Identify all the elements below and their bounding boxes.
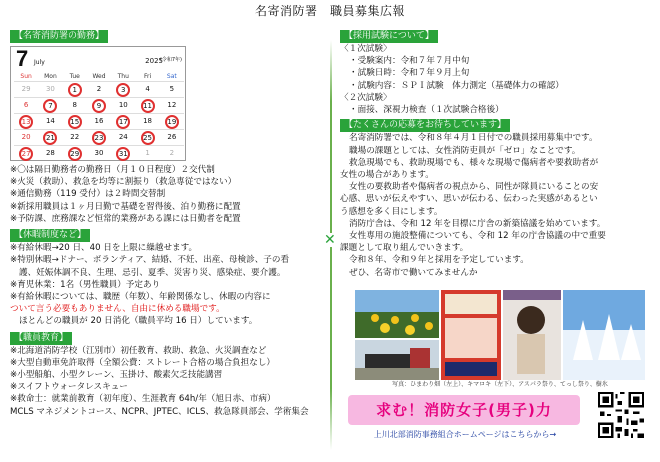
section-header-education: 【職員教育】	[10, 332, 72, 345]
work-note: ※新採用職員は１ヶ月日勤で基礎を習得後、泊り勤務に配置	[10, 201, 241, 212]
calendar-weekday-label: Thu	[117, 73, 129, 81]
leave-note-highlight: ついて言う必要もありません、自由に休める職場です。	[10, 304, 225, 315]
asparagus-festival-photo	[441, 290, 501, 380]
appeal-line: 女性専用の施設整備についても、令和 12 年の庁舎協議の中で重要	[349, 230, 606, 241]
education-note: ※北海道消防学校（江別市）初任教育、救助、救急、火災調査など	[10, 345, 267, 356]
exam-note: 〈２次試験〉	[340, 92, 392, 103]
leave-note: ※有給休暇→20 日、40 日を上限に繰越せます。	[10, 243, 198, 254]
calendar-day: 8	[63, 97, 87, 113]
calendar-weekday-label: Sun	[20, 73, 32, 81]
education-notes	[10, 345, 322, 418]
appeal-line: 令和８年、令和９年と採用を予定しています。	[349, 255, 529, 266]
calendar-day: 4	[135, 81, 159, 97]
education-note: MCLS マネジメントコース、NCPR、JPTEC、ICLS、救急隊員部会、学術集会	[10, 406, 309, 417]
left-column	[10, 30, 322, 418]
calendar-day: 5	[160, 81, 184, 97]
work-note: ※火災（救助）、救急を均等に割振り（救急専従ではない）	[10, 177, 237, 188]
calendar	[10, 46, 186, 161]
photo-collage	[355, 290, 645, 382]
appeal-text	[340, 132, 652, 278]
appeal-line: ぜひ、名寄市で働いてみませんか	[349, 267, 478, 278]
calendar-duty-day: 11	[135, 97, 159, 113]
calendar-day: 26	[160, 129, 184, 145]
exam-note: ・受験案内：令和７年７月中旬	[349, 56, 470, 67]
education-note: ※小型船舶、小型クレーン、玉掛け、酸素欠乏技能講習	[10, 369, 223, 380]
appeal-line: 女性の場合があります。	[340, 169, 434, 180]
page-title: 名寄消防署 職員募集広報	[254, 4, 405, 18]
calendar-duty-day: 27	[14, 145, 38, 161]
calendar-day: 18	[135, 113, 159, 129]
appeal-line: 課題として取り組んでいきます。	[340, 243, 469, 254]
sunflower-field-photo	[355, 290, 439, 338]
calendar-duty-day: 19	[160, 113, 184, 129]
exam-note: ・面接、深視力検査（１次試験合格後）	[349, 105, 504, 116]
appeal-line: う感想を多く目にします。	[340, 206, 443, 217]
section-header-appeal: 【たくさんの応募をお待ちしています】	[340, 119, 510, 132]
appeal-line: 心感、思いが伝えやすい、思いが伝わる、伝わった実感があるとい	[340, 194, 598, 205]
education-note: ※スイフトウォータレスキュー	[10, 382, 128, 393]
calendar-day: 10	[111, 97, 135, 113]
cross-ornament-icon: ✕	[324, 232, 336, 248]
calendar-weekday-label: Mon	[44, 73, 57, 81]
calendar-day: 22	[63, 129, 87, 145]
leave-note: ※育児休業：1名（男性職員）予定あり	[10, 279, 161, 290]
calendar-era: (令和7年)	[159, 57, 182, 64]
appeal-line: 女性の要救助者や傷病者の視点から、同性が隊員にいることの安	[349, 182, 599, 193]
calendar-duty-day: 3	[111, 81, 135, 97]
calendar-day: 30	[38, 81, 62, 97]
calendar-day: 30	[87, 145, 111, 161]
rime-ice-photo	[563, 290, 645, 380]
calendar-duty-day: 17	[111, 113, 135, 129]
calendar-month-name: July	[34, 59, 45, 67]
calendar-day: 16	[87, 113, 111, 129]
education-note: ※救命士：就業前教育（初年度）、生涯教育 64h/年（旭日赤、市病）	[10, 394, 276, 405]
calendar-duty-day: 25	[135, 129, 159, 145]
appeal-line: 消防庁舎は、令和 12 年を目標に庁舎の新築協議を始めています。	[349, 218, 606, 229]
exam-notes	[340, 43, 652, 116]
calendar-duty-day: 9	[87, 97, 111, 113]
calendar-day: 28	[38, 145, 62, 161]
calendar-day: 2	[160, 145, 184, 161]
calendar-day: 29	[14, 81, 38, 97]
appeal-line: 名寄消防署では、令和８年４月１日付での職員採用募集中です。	[349, 133, 598, 144]
work-note: ※通信勤務（119 受付）は２時間交替制	[10, 189, 166, 200]
calendar-year: 2025	[145, 57, 163, 66]
calendar-duty-day: 13	[14, 113, 38, 129]
calendar-duty-day: 23	[87, 129, 111, 145]
calendar-day: 2	[87, 81, 111, 97]
exam-note: ・試験日時：令和７年９月上旬	[349, 68, 470, 79]
appeal-line: 職場の課題としては、女性消防吏員が「ゼロ」なことです。	[349, 145, 581, 156]
qr-code-icon[interactable]	[598, 392, 644, 438]
calendar-duty-day: 15	[63, 113, 87, 129]
leave-notes	[10, 242, 322, 327]
calendar-duty-day: 21	[38, 129, 62, 145]
recruitment-banner: 求む！消防女子(男子)力	[348, 395, 580, 425]
leave-note: ほとんどの職員が 20 日消化（職員平均 16 日）しています。	[19, 316, 258, 327]
homepage-link[interactable]: 上川北部消防事務組合ホームページはこちらから→	[373, 430, 557, 439]
calendar-day: 6	[14, 97, 38, 113]
appeal-line: 救急現場でも、救助現場でも、様々な現場で傷病者や要救助者が	[349, 157, 599, 168]
calendar-duty-day: 31	[111, 145, 135, 161]
calendar-weekday-label: Tue	[69, 73, 80, 81]
calendar-duty-day: 29	[63, 145, 87, 161]
education-note: ※大型自動車免許取得（全額公費：ストレート合格の場合負担なし）	[10, 357, 276, 368]
exam-note: ・試験内容：ＳＰＩ試験 体力測定（基礎体力の確認）	[349, 80, 564, 91]
calendar-weekday-label: Sat	[166, 73, 177, 81]
calendar-month-number: 7	[16, 46, 29, 72]
leave-note: ※有給休暇については、職歴（年数）、年齢関係なし、休暇の内容に	[10, 291, 271, 302]
section-header-leave: 【休暇制度など】	[10, 229, 90, 242]
tesshi-festival-photo	[503, 290, 561, 380]
work-note: ※〇は隔日勤務者の勤務日（月１０日程度）２交代制	[10, 165, 215, 176]
calendar-grid	[14, 72, 184, 161]
calendar-day: 24	[111, 129, 135, 145]
right-column	[340, 30, 652, 279]
kimaroki-photo	[355, 340, 439, 380]
calendar-day: 1	[135, 145, 159, 161]
calendar-duty-day: 7	[38, 97, 62, 113]
calendar-weekday-label: Wed	[92, 73, 106, 81]
section-header-exam: 【採用試験について】	[340, 30, 438, 43]
calendar-duty-day: 1	[63, 81, 87, 97]
calendar-day: 12	[160, 97, 184, 113]
work-note: ※予防課、庶務課など恒常的業務がある課には日勤者を配置	[10, 213, 241, 224]
work-notes	[10, 164, 322, 225]
leave-note: ※特別休暇→ドナー、ボランティア、結婚、不妊、出産、母検診、子の看	[10, 255, 290, 266]
calendar-day: 14	[38, 113, 62, 129]
calendar-weekday-label: Fri	[143, 73, 152, 81]
calendar-day: 20	[14, 129, 38, 145]
photo-caption: 写真：ひまわり畑（左上）、キマロキ（左下）、アスパラ祭り、てっし祭り、樹氷	[392, 381, 608, 388]
leave-note: 護、妊娠体調不良、生理、忌引、夏季、災害り災、感染症、要介護。	[19, 267, 286, 278]
section-header-work: 【名寄消防署の勤務】	[10, 30, 108, 43]
exam-note: 〈１次試験〉	[340, 44, 392, 55]
